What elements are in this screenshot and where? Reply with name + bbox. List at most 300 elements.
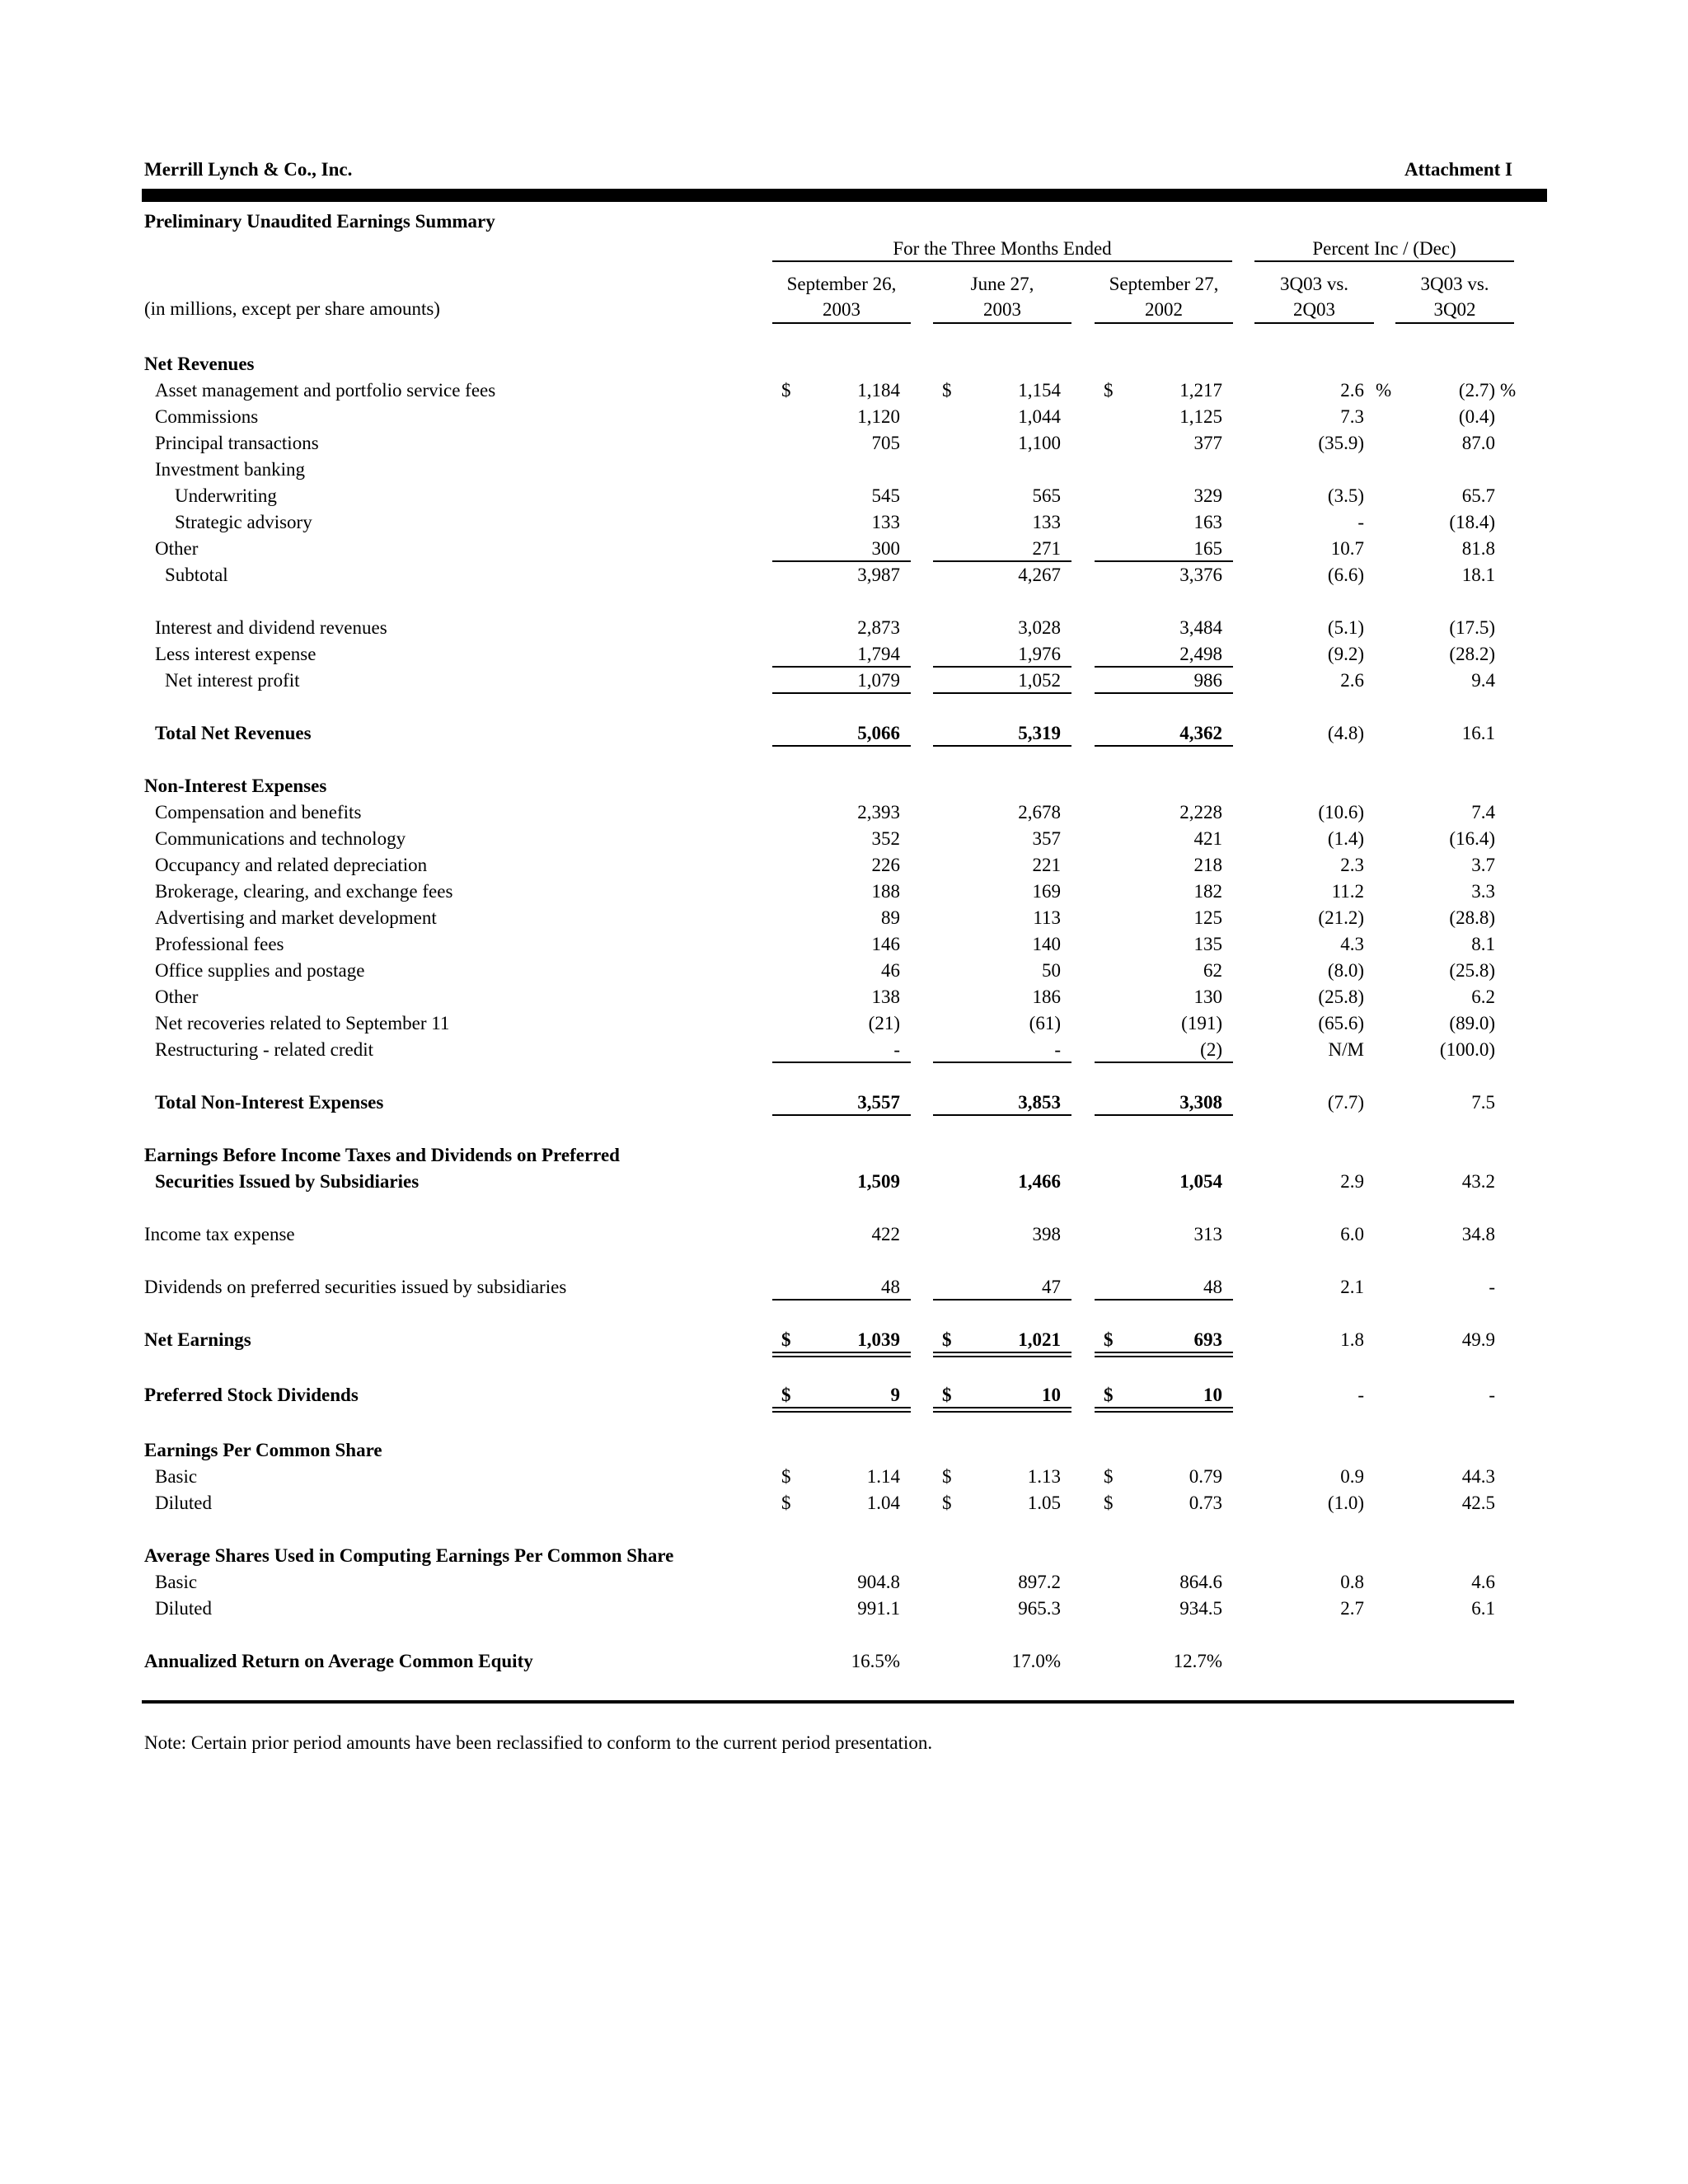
- underline: [1095, 1114, 1233, 1116]
- cell-value: 4,362: [1179, 723, 1222, 743]
- table-row: [0, 377, 1688, 404]
- row-label: Net Earnings: [144, 1329, 251, 1350]
- percent-change: (1.4): [1327, 828, 1364, 849]
- row-label: Principal transactions: [155, 433, 319, 453]
- cell-value: 1,052: [1018, 670, 1061, 691]
- percent-change: 44.3: [1461, 1466, 1495, 1488]
- cell-value: 133: [871, 512, 900, 532]
- cell-value: 135: [1193, 934, 1222, 954]
- cell-value: 9: [890, 1385, 900, 1406]
- percent-change: 4.6: [1471, 1572, 1495, 1593]
- column-header-underline: [933, 322, 1071, 324]
- percent-change: 6.0: [1340, 1224, 1364, 1244]
- percent-change: (100.0): [1439, 1039, 1495, 1060]
- column-header-underline: [1095, 322, 1233, 324]
- row-label: Restructuring - related credit: [155, 1039, 374, 1060]
- cell-value: 3,987: [857, 565, 900, 585]
- row-label: Occupancy and related depreciation: [155, 855, 428, 875]
- column-header: [1095, 271, 1233, 322]
- cell-value: (61): [1029, 1013, 1061, 1033]
- column-header-line2: 2003: [983, 299, 1021, 320]
- table-row: [0, 641, 1688, 668]
- dollar-sign: $: [942, 380, 952, 401]
- cell-value: 1,039: [857, 1329, 900, 1350]
- row-label: Non-Interest Expenses: [144, 776, 327, 796]
- cell-value: 693: [1193, 1329, 1222, 1350]
- table-row: [0, 1221, 1688, 1248]
- double-underline: [933, 1407, 1071, 1408]
- row-label: Strategic advisory: [175, 512, 312, 532]
- cell-value: (191): [1181, 1013, 1222, 1033]
- underline: [1095, 692, 1233, 694]
- percent-change: -: [1489, 1385, 1495, 1406]
- row-label: Basic: [155, 1466, 198, 1488]
- row-label: Underwriting: [175, 485, 277, 506]
- row-label: Average Shares Used in Computing Earnings Per Common Share: [144, 1545, 674, 1567]
- underline: [772, 745, 911, 747]
- percent-change: 4.3: [1340, 934, 1364, 954]
- cell-value: 1.13: [1027, 1466, 1061, 1488]
- table-row: [0, 536, 1688, 562]
- percent-change: 2.6: [1340, 380, 1364, 401]
- dollar-sign: $: [942, 1466, 952, 1488]
- cell-value: 965.3: [1018, 1598, 1061, 1619]
- dollar-sign: $: [942, 1385, 952, 1406]
- column-header-underline: [772, 322, 911, 324]
- percent-change: (28.8): [1449, 907, 1495, 928]
- percent-change: (16.4): [1449, 828, 1495, 849]
- column-header-line1: June 27,: [970, 274, 1034, 294]
- percent-change: 9.4: [1471, 670, 1495, 691]
- cell-value: 47: [1042, 1277, 1061, 1297]
- cell-value: 226: [871, 855, 900, 875]
- percent-change: 0.8: [1340, 1572, 1364, 1593]
- cell-value: 146: [871, 934, 900, 954]
- cell-value: 904.8: [857, 1572, 900, 1593]
- group-underline: [772, 260, 1232, 262]
- percent-change: (0.4): [1458, 406, 1495, 427]
- underline: [933, 692, 1071, 694]
- cell-value: 329: [1193, 485, 1222, 506]
- percent-change: 16.1: [1461, 723, 1495, 743]
- row-label: Earnings Per Common Share: [144, 1440, 382, 1461]
- cell-value: 1,794: [857, 644, 900, 664]
- table-row: [0, 1090, 1688, 1116]
- cell-value: 17.0%: [1011, 1651, 1061, 1672]
- table-row: [0, 931, 1688, 958]
- cell-value: 357: [1032, 828, 1061, 849]
- table-row: [0, 509, 1688, 536]
- cell-value: 705: [871, 433, 900, 453]
- percent-change: 81.8: [1461, 538, 1495, 559]
- column-header-underline: [1395, 322, 1514, 324]
- double-underline: [1095, 1352, 1233, 1353]
- table-row: [0, 1010, 1688, 1037]
- percent-change: (6.6): [1327, 565, 1364, 585]
- cell-value: 218: [1193, 855, 1222, 875]
- cell-value: 1,079: [857, 670, 900, 691]
- table-row: [0, 615, 1688, 641]
- cell-value: 186: [1032, 987, 1061, 1007]
- dollar-sign: $: [1104, 1385, 1114, 1406]
- cell-value: 1,184: [857, 380, 900, 401]
- percent-change: 2.7: [1340, 1598, 1364, 1619]
- percent-change: 18.1: [1461, 565, 1495, 585]
- table-row: [0, 1464, 1688, 1490]
- percent-change: (89.0): [1449, 1013, 1495, 1033]
- percent-change: (2.7): [1458, 380, 1495, 401]
- percent-change: (4.8): [1327, 723, 1364, 743]
- cell-value: 5,066: [857, 723, 900, 743]
- row-label: Other: [155, 987, 199, 1007]
- column-header-line2: 2Q03: [1292, 299, 1336, 320]
- percent-change: 65.7: [1461, 485, 1495, 506]
- row-label: Diluted: [155, 1493, 212, 1514]
- percent-change: 6.1: [1471, 1598, 1495, 1619]
- cell-value: 113: [1033, 907, 1061, 928]
- row-label: Net Revenues: [144, 354, 255, 374]
- cell-value: 5,319: [1018, 723, 1061, 743]
- row-label: Interest and dividend revenues: [155, 617, 387, 638]
- column-header-line2: 2003: [823, 299, 860, 320]
- cell-value: 221: [1032, 855, 1061, 875]
- row-label: Net interest profit: [165, 670, 300, 691]
- double-underline: [772, 1407, 911, 1408]
- cell-value: (21): [868, 1013, 900, 1033]
- table-row: [0, 1648, 1688, 1675]
- percent-change: 6.2: [1471, 987, 1495, 1007]
- cell-value: 133: [1032, 512, 1061, 532]
- percent-change: 8.1: [1471, 934, 1495, 954]
- row-label: Preferred Stock Dividends: [144, 1385, 359, 1406]
- cell-value: 165: [1193, 538, 1222, 559]
- underline: [933, 1062, 1071, 1063]
- group-underline: [1254, 260, 1514, 262]
- percent-change: (5.1): [1327, 617, 1364, 638]
- column-header-line2: 3Q02: [1433, 299, 1476, 320]
- cell-value: -: [1054, 1039, 1061, 1060]
- percent-change: 7.4: [1471, 802, 1495, 823]
- cell-value: 50: [1042, 960, 1061, 981]
- row-label: Total Non-Interest Expenses: [155, 1092, 384, 1113]
- dollar-sign: $: [1104, 1466, 1114, 1488]
- cell-value: 1,100: [1018, 433, 1061, 453]
- group-header-three-months: For the Three Months Ended: [893, 238, 1112, 259]
- cell-value: 1.05: [1027, 1493, 1061, 1514]
- table-row: [0, 351, 1688, 377]
- table-row: [0, 457, 1688, 483]
- table-row: [0, 1437, 1688, 1464]
- cell-value: 4,267: [1018, 565, 1061, 585]
- percent-change: 42.5: [1461, 1493, 1495, 1514]
- cell-value: 1,021: [1018, 1329, 1061, 1350]
- column-header-line1: September 27,: [1109, 274, 1219, 294]
- percent-change: 43.2: [1461, 1171, 1495, 1192]
- percent-change: -: [1357, 1385, 1364, 1406]
- percent-change: 2.1: [1340, 1277, 1364, 1297]
- table-row: [0, 1274, 1688, 1301]
- cell-value: (2): [1200, 1039, 1222, 1060]
- cell-value: 565: [1032, 485, 1061, 506]
- percent-change: 11.2: [1331, 881, 1364, 902]
- row-label: Communications and technology: [155, 828, 406, 849]
- table-row: [0, 562, 1688, 588]
- percent-change: N/M: [1328, 1039, 1364, 1060]
- percent-change: 7.5: [1471, 1092, 1495, 1113]
- cell-value: 3,308: [1179, 1092, 1222, 1113]
- percent-change: 34.8: [1461, 1224, 1495, 1244]
- percent-change: (28.2): [1449, 644, 1495, 664]
- cell-value: 300: [871, 538, 900, 559]
- dollar-sign: $: [942, 1493, 952, 1514]
- percent-change: (3.5): [1327, 485, 1364, 506]
- report-title: Preliminary Unaudited Earnings Summary: [144, 211, 495, 232]
- row-label: Asset management and portfolio service fees: [155, 380, 496, 401]
- column-header: [933, 271, 1071, 322]
- row-label: Less interest expense: [155, 644, 316, 664]
- cell-value: 1.14: [866, 1466, 900, 1488]
- row-label: Securities Issued by Subsidiaries: [155, 1171, 420, 1192]
- attachment-label: Attachment I: [1404, 159, 1512, 180]
- row-label: Income tax expense: [144, 1224, 295, 1244]
- underline: [772, 1114, 911, 1116]
- table-row: [0, 720, 1688, 747]
- table-row: [0, 773, 1688, 799]
- cell-value: 2,873: [857, 617, 900, 638]
- cell-value: 398: [1032, 1224, 1061, 1244]
- cell-value: 3,376: [1179, 565, 1222, 585]
- cell-value: 421: [1193, 828, 1222, 849]
- cell-value: 89: [881, 907, 900, 928]
- column-header-line1: 3Q03 vs.: [1279, 274, 1349, 294]
- underline: [772, 1062, 911, 1063]
- percent-change: 3.7: [1471, 855, 1495, 875]
- cell-value: 3,853: [1018, 1092, 1061, 1113]
- table-row: [0, 1569, 1688, 1596]
- table-row: [0, 1543, 1688, 1569]
- cell-value: 934.5: [1179, 1598, 1222, 1619]
- cell-value: 1,044: [1018, 406, 1061, 427]
- percent-change: (21.2): [1318, 907, 1364, 928]
- percent-change: (18.4): [1449, 512, 1495, 532]
- row-label: Earnings Before Income Taxes and Dividends on Preferred: [144, 1145, 620, 1165]
- cell-value: 10: [1042, 1385, 1061, 1406]
- table-row: [0, 430, 1688, 457]
- table-row: [0, 1169, 1688, 1195]
- percent-change: (1.0): [1327, 1493, 1364, 1514]
- cell-value: 163: [1193, 512, 1222, 532]
- row-label: Brokerage, clearing, and exchange fees: [155, 881, 453, 902]
- percent-change: 3.3: [1471, 881, 1495, 902]
- double-underline: [1095, 1407, 1233, 1408]
- company-name: Merrill Lynch & Co., Inc.: [144, 159, 353, 180]
- cell-value: 188: [871, 881, 900, 902]
- cell-value: -: [893, 1039, 900, 1060]
- units-note: (in millions, except per share amounts): [144, 298, 440, 319]
- percent-sign: %: [1376, 380, 1392, 401]
- percent-change: (7.7): [1327, 1092, 1364, 1113]
- row-label: Office supplies and postage: [155, 960, 365, 981]
- table-row: [0, 668, 1688, 694]
- dollar-sign: $: [942, 1329, 952, 1350]
- column-header-line1: September 26,: [786, 274, 897, 294]
- cell-value: 1,154: [1018, 380, 1061, 401]
- double-underline: [933, 1352, 1071, 1353]
- cell-value: 352: [871, 828, 900, 849]
- table-row: [0, 1037, 1688, 1063]
- cell-value: 1,120: [857, 406, 900, 427]
- percent-change: (9.2): [1327, 644, 1364, 664]
- dollar-sign: $: [1104, 1329, 1114, 1350]
- cell-value: 1,466: [1018, 1171, 1061, 1192]
- percent-sign: %: [1500, 380, 1517, 401]
- cell-value: 377: [1193, 433, 1222, 453]
- row-label: Advertising and market development: [155, 907, 437, 928]
- footnote: Note: Certain prior period amounts have been reclassified to conform to the current period presentation.: [144, 1732, 933, 1753]
- row-label: Subtotal: [165, 565, 228, 585]
- dollar-sign: $: [781, 380, 791, 401]
- table-row: [0, 1142, 1688, 1169]
- header-rule: [142, 189, 1547, 202]
- cell-value: 169: [1032, 881, 1061, 902]
- table-row: [0, 483, 1688, 509]
- cell-value: 2,498: [1179, 644, 1222, 664]
- percent-change: (35.9): [1318, 433, 1364, 453]
- table-row: [0, 1596, 1688, 1622]
- cell-value: 62: [1203, 960, 1222, 981]
- column-header-line1: 3Q03 vs.: [1420, 274, 1489, 294]
- table-row: [0, 1490, 1688, 1516]
- cell-value: 1,125: [1179, 406, 1222, 427]
- cell-value: 986: [1193, 670, 1222, 691]
- cell-value: 897.2: [1018, 1572, 1061, 1593]
- table-bottom-rule: [142, 1700, 1514, 1704]
- percent-change: 7.3: [1340, 406, 1364, 427]
- column-header: [1254, 271, 1374, 322]
- row-label: Dividends on preferred securities issued by subsidiaries: [144, 1277, 567, 1297]
- table-row: [0, 879, 1688, 905]
- row-label: Investment banking: [155, 459, 306, 480]
- cell-value: 130: [1193, 987, 1222, 1007]
- percent-change: 87.0: [1461, 433, 1495, 453]
- cell-value: 48: [1203, 1277, 1222, 1297]
- cell-value: 16.5%: [851, 1651, 900, 1672]
- row-label: Compensation and benefits: [155, 802, 362, 823]
- percent-change: 2.6: [1340, 670, 1364, 691]
- percent-change: (8.0): [1327, 960, 1364, 981]
- cell-value: 2,678: [1018, 802, 1061, 823]
- dollar-sign: $: [781, 1385, 791, 1406]
- table-row: [0, 958, 1688, 984]
- cell-value: 2,393: [857, 802, 900, 823]
- percent-change: 49.9: [1461, 1329, 1495, 1350]
- cell-value: 140: [1032, 934, 1061, 954]
- cell-value: 3,484: [1179, 617, 1222, 638]
- row-label: Commissions: [155, 406, 259, 427]
- dollar-sign: $: [781, 1329, 791, 1350]
- underline: [933, 1114, 1071, 1116]
- percent-change: 0.9: [1340, 1466, 1364, 1488]
- cell-value: 182: [1193, 881, 1222, 902]
- table-row: [0, 905, 1688, 931]
- table-row: [0, 1327, 1688, 1353]
- row-label: Professional fees: [155, 934, 284, 954]
- percent-change: -: [1357, 512, 1364, 532]
- cell-value: 0.79: [1189, 1466, 1222, 1488]
- cell-value: 46: [881, 960, 900, 981]
- underline: [772, 1299, 911, 1301]
- cell-value: 3,028: [1018, 617, 1061, 638]
- percent-change: -: [1489, 1277, 1495, 1297]
- column-header-underline: [1254, 322, 1374, 324]
- cell-value: 12.7%: [1173, 1651, 1222, 1672]
- underline: [933, 745, 1071, 747]
- percent-change: 2.3: [1340, 855, 1364, 875]
- table-row: [0, 826, 1688, 852]
- table-row: [0, 984, 1688, 1010]
- cell-value: 422: [871, 1224, 900, 1244]
- row-label: Basic: [155, 1572, 198, 1593]
- percent-change: 10.7: [1330, 538, 1364, 559]
- cell-value: 1,976: [1018, 644, 1061, 664]
- column-header: [772, 271, 911, 322]
- dollar-sign: $: [1104, 1493, 1114, 1514]
- table-row: [0, 1382, 1688, 1408]
- underline: [772, 692, 911, 694]
- cell-value: 3,557: [857, 1092, 900, 1113]
- percent-change: (65.6): [1318, 1013, 1364, 1033]
- cell-value: 125: [1193, 907, 1222, 928]
- underline: [1095, 1299, 1233, 1301]
- cell-value: 313: [1193, 1224, 1222, 1244]
- cell-value: 271: [1032, 538, 1061, 559]
- cell-value: 138: [871, 987, 900, 1007]
- cell-value: 1.04: [866, 1493, 900, 1514]
- row-label: Diluted: [155, 1598, 212, 1619]
- underline: [1095, 1062, 1233, 1063]
- table-row: [0, 404, 1688, 430]
- cell-value: 864.6: [1179, 1572, 1222, 1593]
- cell-value: 0.73: [1189, 1493, 1222, 1514]
- group-header-percent: Percent Inc / (Dec): [1312, 238, 1456, 259]
- dollar-sign: $: [1104, 380, 1114, 401]
- underline: [933, 1299, 1071, 1301]
- percent-change: (25.8): [1449, 960, 1495, 981]
- cell-value: 48: [881, 1277, 900, 1297]
- dollar-sign: $: [781, 1466, 791, 1488]
- table-row: [0, 799, 1688, 826]
- percent-change: (10.6): [1318, 802, 1364, 823]
- percent-change: 1.8: [1340, 1329, 1364, 1350]
- table-row: [0, 852, 1688, 879]
- percent-change: (25.8): [1318, 987, 1364, 1007]
- cell-value: 1,217: [1179, 380, 1222, 401]
- cell-value: 1,509: [857, 1171, 900, 1192]
- column-header: [1395, 271, 1514, 322]
- cell-value: 2,228: [1179, 802, 1222, 823]
- row-label: Annualized Return on Average Common Equity: [144, 1651, 533, 1672]
- percent-change: (17.5): [1449, 617, 1495, 638]
- cell-value: 991.1: [857, 1598, 900, 1619]
- row-label: Total Net Revenues: [155, 723, 312, 743]
- row-label: Net recoveries related to September 11: [155, 1013, 450, 1033]
- cell-value: 10: [1203, 1385, 1222, 1406]
- percent-change: 2.9: [1340, 1171, 1364, 1192]
- underline: [1095, 745, 1233, 747]
- column-header-line2: 2002: [1145, 299, 1183, 320]
- cell-value: 545: [871, 485, 900, 506]
- row-label: Other: [155, 538, 199, 559]
